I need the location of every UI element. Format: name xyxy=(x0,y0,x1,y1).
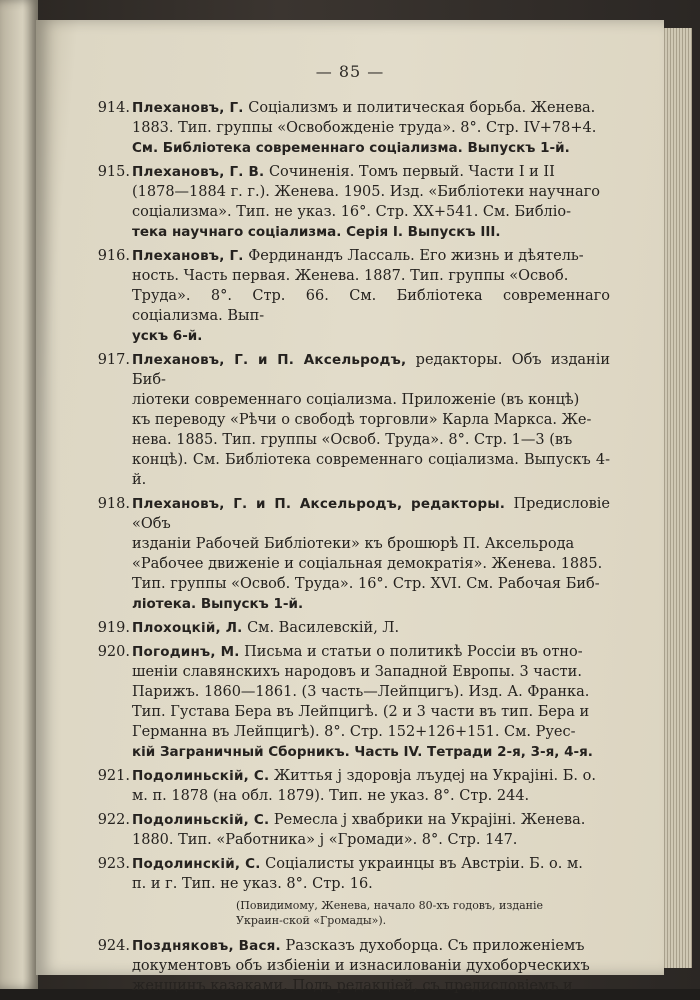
page-number: — 85 — xyxy=(315,62,385,81)
bibliography-entries xyxy=(36,98,664,1000)
entry-line: Тип. Густава Бера въ Лейпцигѣ. (2 и 3 части въ тип. Бера и xyxy=(132,704,590,720)
entry-line: Ремесла j хвабрики на Украјіні. Женева. xyxy=(273,812,586,828)
entry-920 xyxy=(36,642,664,762)
entry-author: Плехановъ, Г. xyxy=(132,100,244,116)
entry-line: Життья j здоровја лъудеј на Украјіні. Б. о. xyxy=(273,768,596,784)
entry-923 xyxy=(36,854,664,894)
entry-line: См. Библіотека современнаго соціализма. Выпускъ 1-й. xyxy=(132,140,570,156)
entry-914 xyxy=(36,98,664,158)
entry-917 xyxy=(36,350,664,490)
entry-line: Труда». 8°. Стр. 66. См. Библіотека современнаго соціализма. Вып- xyxy=(132,288,610,324)
entry-line: Сочиненія. Томъ первый. Части I и II xyxy=(268,164,555,180)
entry-number: 917. xyxy=(97,352,130,368)
entry-line: Соціализмъ и политическая борьба. Женева. xyxy=(248,100,596,116)
entry-line: Соціалисты украинцы въ Австріи. Б. о. м. xyxy=(265,856,583,872)
entry-line: шеніи славянскихъ народовъ и Западной Европы. 3 части. xyxy=(132,664,582,680)
entry-line: редакторы. Объ изданіи Биб- xyxy=(132,352,611,388)
entry-line: соціализма». Тип. не указ. 16°. Стр. XX+541. См. Библіо- xyxy=(132,204,572,220)
entry-line: 1880. Тип. «Работника» j «Громади». 8°. Стр. 147. xyxy=(132,832,518,848)
entry-number: 918. xyxy=(97,496,130,512)
entry-924 xyxy=(36,936,664,996)
entry-line: женщинъ казаками. Подъ редакціей, съ предисловіемъ и xyxy=(132,978,573,994)
entry-text xyxy=(132,618,610,638)
entry-author: Плехановъ, Г. и П. Аксельродъ, редакторы. xyxy=(132,496,506,512)
entry-line: 1883. Тип. группы «Освобожденіе труда». 8°. Стр. IV+78+4. xyxy=(132,120,597,136)
entry-916 xyxy=(36,246,664,346)
page-edges xyxy=(662,28,692,968)
entry-line: См. Василевскій, Л. xyxy=(247,620,400,636)
entry-number: 915. xyxy=(97,164,130,180)
entry-text xyxy=(132,854,610,894)
entry-number: 923. xyxy=(97,856,130,872)
entry-author: Плехановъ, Г. В. xyxy=(132,164,265,180)
entry-text xyxy=(132,936,610,996)
book-page xyxy=(36,20,664,994)
entry-line: Тип. группы «Освоб. Труда». 16°. Стр. XVI. См. Рабочая Биб- xyxy=(132,576,600,592)
entry-text xyxy=(132,246,610,346)
entry-text xyxy=(132,642,610,762)
entry-923-note: (Повидимому, Женева, начало 80-хъ годовъ, изданіе Украин-ской «Громады»). xyxy=(236,899,544,927)
entry-author: Плехановъ, Г. xyxy=(132,248,244,264)
entry-line: Парижъ. 1860—1861. (3 часть—Лейпцигъ). Изд. А. Франка. xyxy=(132,684,590,700)
entry-text xyxy=(132,350,610,490)
entry-919 xyxy=(36,618,664,638)
entry-author: Плохоцкій, Л. xyxy=(132,620,243,636)
entry-line: тека научнаго соціализма. Серія I. Выпускъ III. xyxy=(132,224,501,240)
entry-line: къ переводу «Рѣчи о свободѣ торговли» Карла Маркса. Же- xyxy=(132,412,592,428)
entry-line: «Рабочее движеніе и соціальная демократія». Женева. 1885. xyxy=(132,556,603,572)
entry-number: 914. xyxy=(97,100,130,116)
entry-text xyxy=(132,162,610,242)
entry-author: Подолиньскій, С. xyxy=(132,768,270,784)
entry-line: Разсказъ духоборца. Съ приложеніемъ xyxy=(285,938,585,954)
entry-line: кій Заграничный Сборникъ. Часть IV. Тетради 2-я, 3-я, 4-я. xyxy=(132,744,593,760)
entry-number: 920. xyxy=(97,644,130,660)
entry-line: ліотека. Выпускъ 1-й. xyxy=(132,596,304,612)
entry-915 xyxy=(36,162,664,242)
entry-line: Письма и статьи о политикѣ Россіи въ отно- xyxy=(244,644,583,660)
entry-line: ліотеки современнаго соціализма. Приложеніе (въ концѣ) xyxy=(132,392,580,408)
entry-text xyxy=(132,766,610,806)
entry-number: 921. xyxy=(97,768,130,784)
entry-922 xyxy=(36,810,664,850)
entry-author: Подолиньскій, С. xyxy=(132,812,270,828)
entry-line: ускъ 6-й. xyxy=(132,328,203,344)
entry-918 xyxy=(36,494,664,614)
entry-line: Германна въ Лейпцигѣ). 8°. Стр. 152+126+151. См. Руес- xyxy=(132,724,576,740)
entry-line: Фердинандъ Лассаль. Его жизнь и дѣятель- xyxy=(248,248,584,264)
entry-author: Плехановъ, Г. и П. Аксельродъ, xyxy=(132,352,407,368)
entry-number: 919. xyxy=(97,620,130,636)
entry-number: 924. xyxy=(97,938,130,954)
entry-line: Предисловіе «Объ xyxy=(132,496,611,532)
entry-author: Поздняковъ, Вася. xyxy=(132,938,281,954)
entry-author: Подолинскій, С. xyxy=(132,856,261,872)
entry-line: нева. 1885. Тип. группы «Освоб. Труда». 8°. Стр. 1—3 (въ xyxy=(132,432,573,448)
entry-text xyxy=(132,494,610,614)
entry-line: (1878—1884 г. г.). Женева. 1905. Изд. «Библіотеки научнаго xyxy=(132,184,600,200)
entry-line: документовъ объ избіеніи и изнасилованіи духоборческихъ xyxy=(132,958,590,974)
entry-line: ность. Часть первая. Женева. 1887. Тип. группы «Освоб. xyxy=(132,268,569,284)
entry-number: 922. xyxy=(97,812,130,828)
entry-line: м. п. 1878 (на обл. 1879). Тип. не указ. 8°. Стр. 244. xyxy=(132,788,530,804)
entry-line: изданіи Рабочей Библіотеки» къ брошюрѣ П. Аксельрода xyxy=(132,536,575,552)
entry-text xyxy=(132,810,610,850)
entry-line: концѣ). См. Библіотека современнаго соціализма. Выпускъ 4-й. xyxy=(132,452,610,488)
entry-number: 916. xyxy=(97,248,130,264)
entry-line: п. и г. Тип. не указ. 8°. Стр. 16. xyxy=(132,876,373,892)
entry-text xyxy=(132,98,610,158)
entry-921 xyxy=(36,766,664,806)
facing-page-edge xyxy=(0,0,38,989)
entry-author: Погодинъ, М. xyxy=(132,644,240,660)
